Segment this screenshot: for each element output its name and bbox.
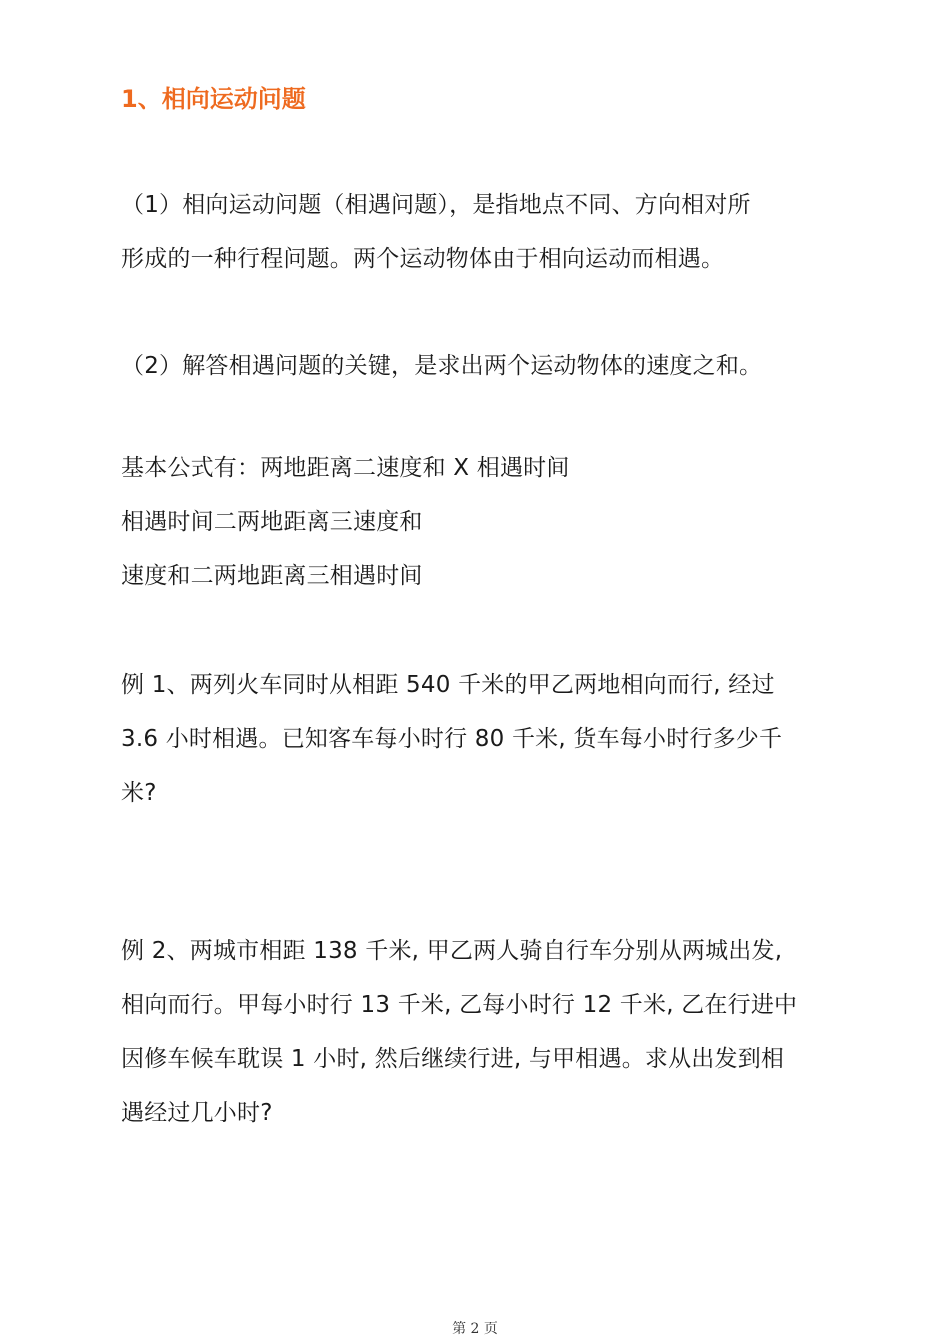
text-line: 相向而行。甲每小时行 13 千米, 乙每小时行 12 千米, 乙在行进中 — [121, 992, 798, 1018]
text-line: 遇经过几小时? — [121, 1100, 273, 1126]
text-line: 3.6 小时相遇。已知客车每小时行 80 千米, 货车每小时行多少千 — [121, 726, 783, 752]
formula-line: 速度和二两地距离三相遇时间 — [121, 563, 423, 589]
text-line: （1）相向运动问题（相遇问题），是指地点不同、方向相对所 — [121, 192, 751, 218]
paragraph-formulas — [121, 441, 831, 603]
page-number: 第 2 页 — [452, 1321, 498, 1337]
text-line: 米? — [121, 780, 157, 806]
paragraph-definition — [121, 178, 831, 286]
text-line: （2）解答相遇问题的关键，是求出两个运动物体的速度之和。 — [121, 353, 763, 379]
paragraph-key-point — [121, 339, 831, 393]
text-line: 形成的一种行程问题。两个运动物体由于相向运动而相遇。 — [121, 246, 725, 272]
section-heading: 1、相向运动问题 — [121, 85, 306, 113]
text-line: 例 1、两列火车同时从相距 540 千米的甲乙两地相向而行, 经过 — [121, 672, 775, 698]
text-line: 因修车候车耽误 1 小时, 然后继续行进, 与甲相遇。求从出发到相 — [121, 1046, 785, 1072]
formula-line: 基本公式有：两地距离二速度和 X 相遇时间 — [121, 455, 570, 481]
paragraph-example-2 — [121, 924, 831, 1140]
paragraph-example-1 — [121, 658, 831, 820]
text-line: 例 2、两城市相距 138 千米, 甲乙两人骑自行车分别从两城出发, — [121, 938, 783, 964]
formula-line: 相遇时间二两地距离三速度和 — [121, 509, 423, 535]
